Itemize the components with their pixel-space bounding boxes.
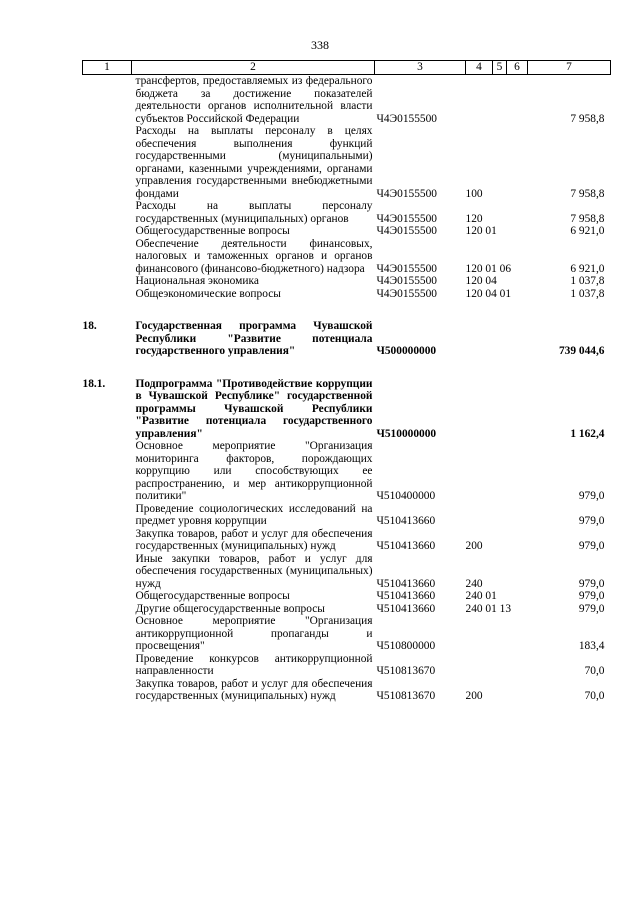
table-row bbox=[83, 320, 611, 358]
table-row bbox=[83, 275, 611, 288]
row-amount: 979,0 bbox=[578, 590, 605, 602]
row-amount: 6 921,0 bbox=[570, 225, 605, 237]
row-target-code: Ч510413660 bbox=[376, 540, 436, 552]
row-name: Национальная экономика bbox=[135, 275, 259, 287]
row-name: Другие общегосударственные вопросы bbox=[135, 602, 325, 615]
row-expense-group: 120 04 01 bbox=[465, 287, 512, 300]
row-expense-group bbox=[466, 378, 528, 441]
row-number bbox=[83, 225, 132, 238]
column-header-6: 6 bbox=[507, 61, 528, 75]
table-row bbox=[83, 225, 611, 238]
row-amount: 979,0 bbox=[578, 540, 605, 552]
row-amount: 979,0 bbox=[578, 577, 605, 590]
table-row bbox=[83, 590, 611, 603]
row-number bbox=[83, 238, 132, 276]
header-row bbox=[83, 61, 611, 75]
row-expense-group: 200 bbox=[465, 690, 483, 702]
row-target-code: Ч510813670 bbox=[376, 665, 436, 677]
row-target-code: Ч510800000 bbox=[376, 640, 436, 652]
table-row bbox=[83, 603, 611, 616]
row-target-code: Ч510000000 bbox=[376, 427, 437, 440]
column-header-2: 2 bbox=[132, 61, 375, 75]
row-number bbox=[83, 275, 132, 288]
row-amount: 7 958,8 bbox=[570, 187, 605, 200]
row-name: Государственная программа Чувашской Республики "Развитие потенциала государственного управления" bbox=[135, 320, 373, 357]
table-row bbox=[83, 200, 611, 225]
table-row bbox=[83, 125, 611, 200]
row-target-code: Ч4Э0155500 bbox=[376, 212, 437, 225]
row-amount: 979,0 bbox=[578, 515, 605, 527]
row-name: Общегосударственные вопросы bbox=[135, 590, 290, 602]
row-expense-group bbox=[466, 440, 528, 503]
row-number bbox=[83, 603, 132, 616]
row-name: Расходы на выплаты персоналу государственных (муниципальных) органов bbox=[135, 200, 373, 225]
row-target-code: Ч4Э0155500 bbox=[376, 287, 437, 300]
row-number bbox=[83, 590, 132, 603]
row-target-code: Ч4Э0155500 bbox=[376, 112, 437, 125]
row-name: Общегосударственные вопросы bbox=[135, 225, 290, 237]
row-amount: 1 037,8 bbox=[570, 275, 605, 287]
table-row bbox=[83, 238, 611, 276]
row-target-code: Ч510413660 bbox=[376, 515, 436, 527]
column-header-4: 4 bbox=[466, 61, 493, 75]
row-number bbox=[83, 288, 132, 301]
row-name: Иные закупки товаров, работ и услуг для обеспечения государственных (муниципальных) нужд bbox=[135, 552, 373, 590]
table-row bbox=[83, 378, 611, 441]
spacer-row bbox=[83, 358, 611, 378]
row-number bbox=[83, 125, 132, 200]
row-amount: 70,0 bbox=[584, 690, 605, 702]
row-name: Основное мероприятие "Организация мониторинга факторов, порождающих коррупцию или способствующих ее распространению, и мер антикоррупционной политики" bbox=[135, 440, 373, 502]
row-target-code: Ч500000000 bbox=[376, 345, 437, 357]
row-expense-group: 120 01 06 bbox=[465, 262, 512, 275]
row-amount: 70,0 bbox=[584, 665, 605, 677]
row-expense-group: 120 01 bbox=[465, 225, 497, 237]
row-expense-group: 120 bbox=[465, 212, 483, 225]
row-target-code: Ч510813670 bbox=[376, 690, 436, 702]
row-target-code: Ч510413660 bbox=[376, 590, 436, 602]
row-target-code: Ч510400000 bbox=[376, 490, 436, 502]
row-number bbox=[83, 200, 132, 225]
row-name: Закупка товаров, работ и услуг для обеспечения государственных (муниципальных) нужд bbox=[135, 527, 373, 552]
row-target-code: Ч4Э0155500 bbox=[376, 187, 437, 200]
table-row bbox=[83, 615, 611, 653]
page-number: 338 bbox=[311, 38, 329, 52]
row-name: Закупка товаров, работ и услуг для обеспечения государственных (муниципальных) нужд bbox=[135, 677, 373, 702]
row-number bbox=[83, 75, 132, 126]
row-expense-group bbox=[466, 75, 528, 126]
row-expense-group bbox=[466, 320, 528, 358]
table-body bbox=[83, 75, 611, 703]
row-name: Общеэкономические вопросы bbox=[135, 287, 281, 300]
spacer-cell bbox=[83, 358, 611, 378]
row-expense-group bbox=[466, 503, 528, 528]
row-number bbox=[83, 528, 132, 553]
row-amount: 739 044,6 bbox=[558, 345, 605, 357]
table-row bbox=[83, 553, 611, 591]
column-header-5: 5 bbox=[493, 61, 507, 75]
spacer-row bbox=[83, 300, 611, 320]
table-row bbox=[83, 440, 611, 503]
row-name: Проведение социологических исследований на предмет уровня коррупции bbox=[135, 502, 373, 527]
row-target-code: Ч4Э0155500 bbox=[376, 225, 437, 237]
row-expense-group: 120 04 bbox=[465, 275, 497, 287]
row-amount: 7 958,8 bbox=[570, 112, 605, 125]
row-number bbox=[83, 503, 132, 528]
row-expense-group: 240 bbox=[465, 577, 483, 590]
row-expense-group: 240 01 bbox=[465, 590, 497, 602]
row-amount: 979,0 bbox=[578, 602, 605, 615]
table-row bbox=[83, 288, 611, 301]
row-name: трансфертов, предоставляемых из федерального бюджета за достижение показателей деятельности органов исполнительной власти субъектов Российской Федерации bbox=[135, 75, 373, 125]
row-number bbox=[83, 653, 132, 678]
row-number bbox=[83, 440, 132, 503]
table-row bbox=[83, 678, 611, 703]
row-expense-group bbox=[466, 615, 528, 653]
table-row bbox=[83, 75, 611, 126]
row-expense-group: 100 bbox=[465, 187, 483, 200]
table-row bbox=[83, 503, 611, 528]
row-target-code: Ч510413660 bbox=[376, 577, 436, 590]
row-amount: 1 037,8 bbox=[570, 287, 605, 300]
row-expense-group: 240 01 13 bbox=[465, 602, 512, 615]
column-header-1: 1 bbox=[83, 61, 132, 75]
row-name: Проведение конкурсов антикоррупционной направленности bbox=[135, 652, 373, 677]
row-name: Обеспечение деятельности финансовых, налоговых и таможенных органов и органов финансового (финансово-бюджетного) надзора bbox=[135, 237, 373, 275]
row-number bbox=[83, 678, 132, 703]
table-row bbox=[83, 653, 611, 678]
row-amount: 183,4 bbox=[578, 640, 605, 652]
row-target-code: Ч510413660 bbox=[376, 602, 436, 615]
spacer-cell bbox=[83, 300, 611, 320]
row-expense-group bbox=[466, 653, 528, 678]
column-header-7: 7 bbox=[528, 61, 611, 75]
budget-table bbox=[82, 60, 611, 703]
row-amount: 979,0 bbox=[578, 490, 605, 502]
row-number bbox=[83, 553, 132, 591]
table-row bbox=[83, 528, 611, 553]
row-name: Подпрограмма "Противодействие коррупции в Чувашской Республике" государственной программы Чувашской Республики "Развитие потенциала государственного управления" bbox=[135, 377, 373, 440]
row-name: Расходы на выплаты персоналу в целях обеспечения выполнения функций государственными (муниципальными) органами, казенными учреждениями, органами управления государственными внебюджетными фондами bbox=[135, 125, 373, 200]
column-header-3: 3 bbox=[375, 61, 466, 75]
row-target-code: Ч4Э0155500 bbox=[376, 262, 437, 275]
row-amount: 7 958,8 bbox=[570, 212, 605, 225]
row-amount: 1 162,4 bbox=[570, 427, 605, 440]
row-amount: 6 921,0 bbox=[570, 262, 605, 275]
row-number: 18.1. bbox=[82, 377, 106, 390]
row-name: Основное мероприятие "Организация антикоррупционной пропаганды и просвещения" bbox=[135, 615, 373, 652]
row-expense-group: 200 bbox=[465, 540, 483, 552]
row-number: 18. bbox=[82, 320, 97, 332]
row-target-code: Ч4Э0155500 bbox=[376, 275, 437, 287]
row-number bbox=[83, 615, 132, 653]
